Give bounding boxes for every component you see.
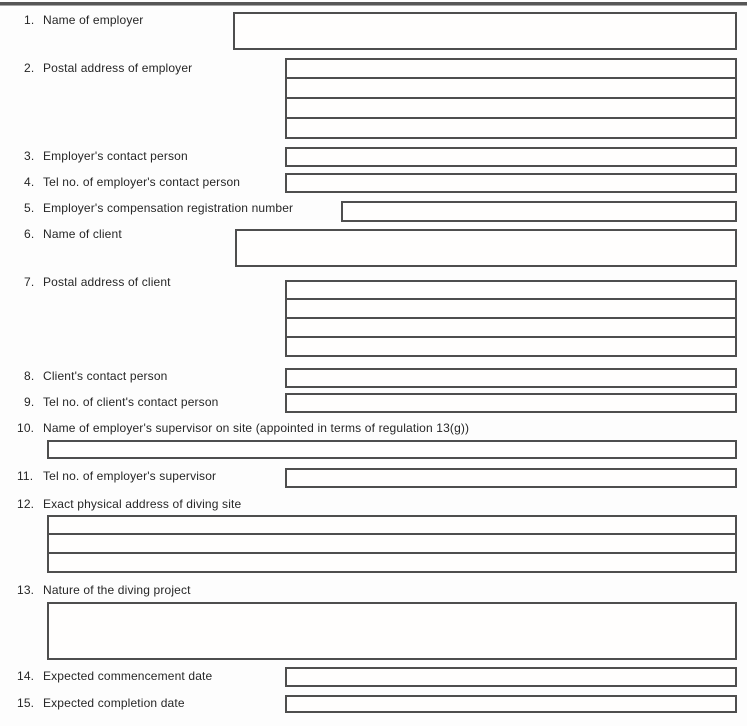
supervisor-name-input[interactable] [47,440,737,459]
field-13-text: Nature of the diving project [43,583,191,597]
compensation-registration-number-input[interactable] [341,201,737,222]
field-6-label [24,228,122,241]
client-postal-address-inputs [285,280,737,357]
field-5-number: 5. [24,201,35,215]
field-1-text: Name of employer [43,13,144,27]
field-5-text: Employer's compensation registration number [43,201,294,215]
field-10-number: 10. [17,421,35,435]
field-4-text: Tel no. of employer's contact person [43,175,241,189]
field-8-number: 8. [24,369,35,383]
field-5-label [24,202,293,215]
client-postal-address-line-4[interactable] [285,336,737,357]
field-8-text: Client's contact person [43,369,168,383]
diving-project-nature-input[interactable] [47,602,737,660]
employer-postal-address-line-1[interactable] [285,58,737,79]
field-1-number: 1. [24,13,35,27]
field-1-label [24,14,143,27]
field-12-text: Exact physical address of diving site [43,497,242,511]
field-6-text: Name of client [43,227,122,241]
field-7-number: 7. [24,275,35,289]
field-4-number: 4. [24,175,35,189]
client-contact-tel-input[interactable] [285,393,737,413]
employer-postal-address-line-2[interactable] [285,77,737,99]
employer-postal-address-inputs [285,58,737,139]
field-13-label [17,584,191,597]
field-10-text: Name of employer's supervisor on site (appointed in terms of regulation 13(g)) [43,421,470,435]
field-3-label [24,150,188,163]
employer-contact-person-input[interactable] [285,147,737,167]
supervisor-tel-input[interactable] [285,468,737,488]
diving-site-address-inputs [47,515,737,573]
client-contact-person-input[interactable] [285,368,737,388]
field-11-number: 11. [17,469,34,483]
field-12-label [17,498,241,511]
diving-site-address-line-3[interactable] [47,552,737,573]
field-7-text: Postal address of client [43,275,171,289]
diving-site-address-line-2[interactable] [47,533,737,554]
commencement-date-input[interactable] [285,667,737,687]
field-2-text: Postal address of employer [43,61,193,75]
field-14-text: Expected commencement date [43,669,213,683]
client-postal-address-line-1[interactable] [285,280,737,300]
client-postal-address-line-2[interactable] [285,298,737,319]
field-9-label [24,396,219,409]
field-14-number: 14. [17,669,35,683]
field-12-number: 12. [17,497,35,511]
employer-name-input[interactable] [233,12,737,50]
field-9-number: 9. [24,395,35,409]
field-10-label [17,422,469,435]
field-13-number: 13. [17,583,35,597]
field-11-text: Tel no. of employer's supervisor [43,469,217,483]
employer-contact-tel-input[interactable] [285,173,737,193]
employer-postal-address-line-3[interactable] [285,97,737,119]
field-9-text: Tel no. of client's contact person [43,395,219,409]
top-rule [0,2,747,6]
diving-site-address-line-1[interactable] [47,515,737,535]
field-7-label [24,276,171,289]
field-3-number: 3. [24,149,35,163]
client-postal-address-line-3[interactable] [285,317,737,338]
field-2-number: 2. [24,61,35,75]
field-6-number: 6. [24,227,35,241]
employer-postal-address-line-4[interactable] [285,117,737,139]
field-3-text: Employer's contact person [43,149,188,163]
field-15-text: Expected completion date [43,696,185,710]
field-11-label [17,470,216,483]
field-2-label [24,62,192,75]
field-15-number: 15. [17,696,35,710]
field-14-label [17,670,212,683]
completion-date-input[interactable] [285,695,737,713]
field-15-label [17,697,185,710]
field-4-label [24,176,240,189]
client-name-input[interactable] [235,229,737,267]
field-8-label [24,370,167,383]
